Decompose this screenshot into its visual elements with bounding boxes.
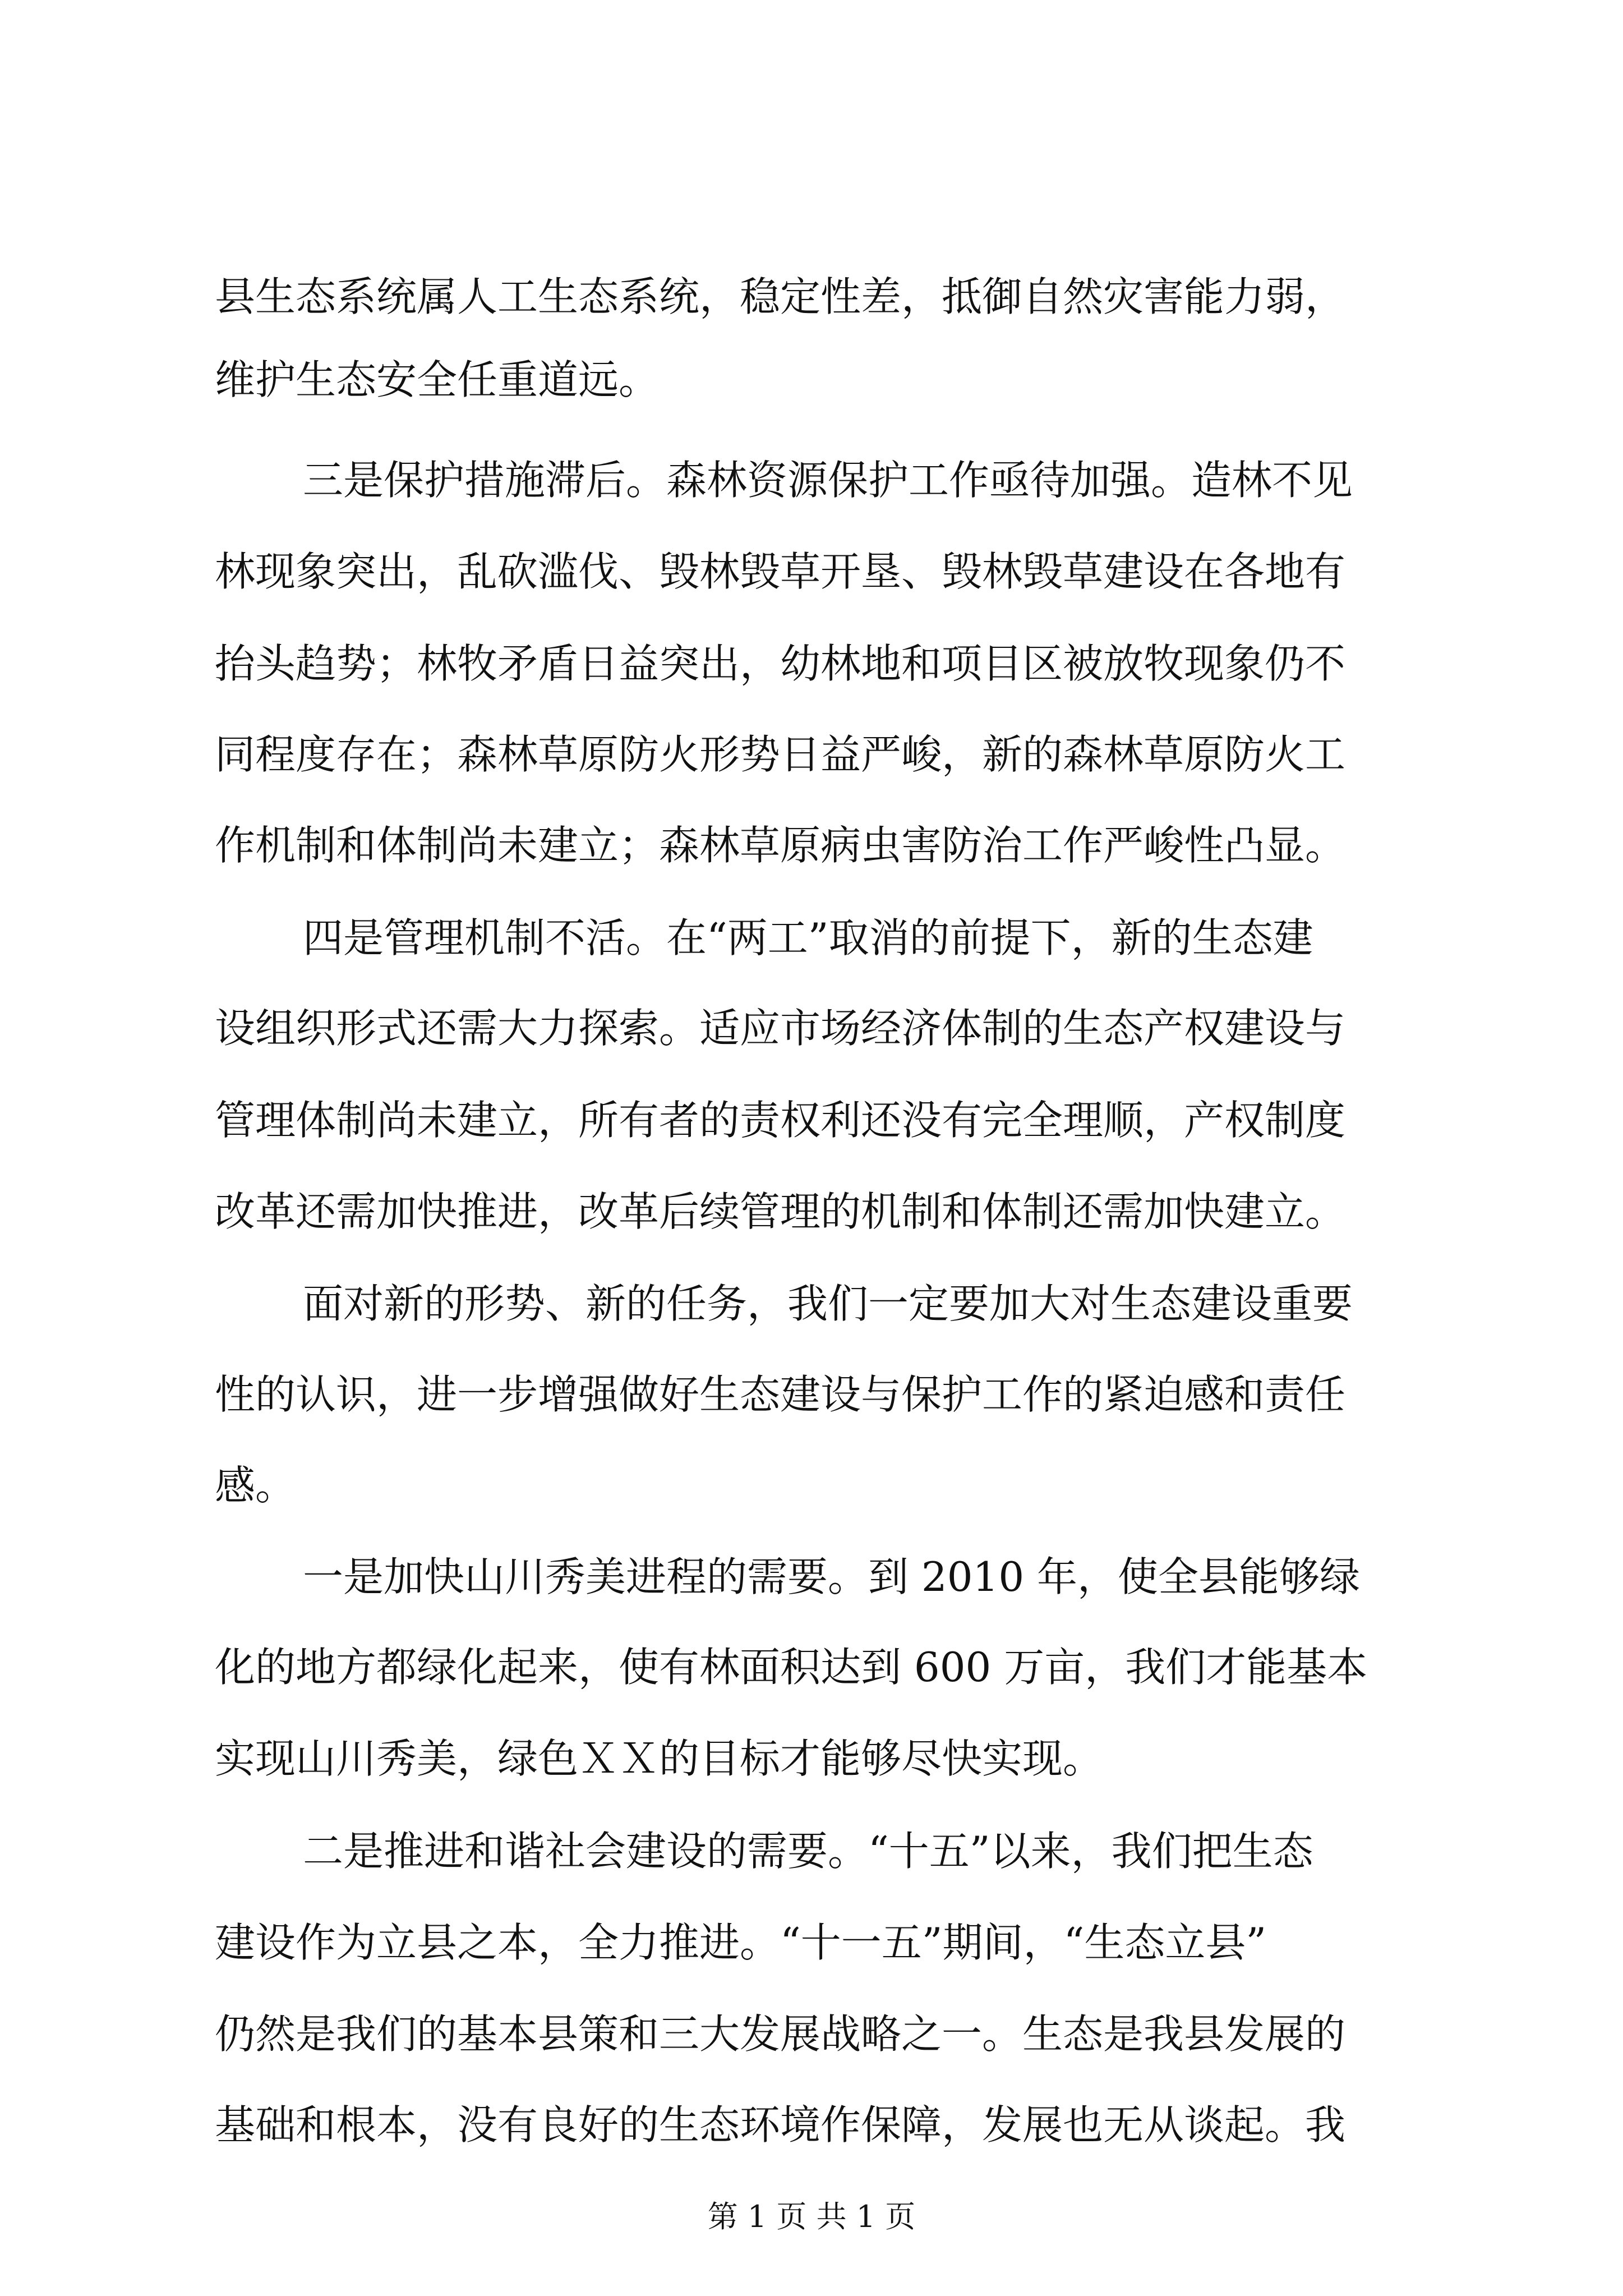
text-line: 实现山川秀美，绿色ＸＸ的目标才能够尽快实现。 xyxy=(215,1735,1104,1782)
text-line: 建设作为立县之本，全力推进。“十一五”期间，“生态立县” xyxy=(215,1919,1267,1966)
text-line: 基础和根本，没有良好的生态环境作保障，发展也无从谈起。我 xyxy=(215,2101,1346,2148)
text-line: 作机制和体制尚未建立；森林草原病虫害防治工作严峻性凸显。 xyxy=(215,822,1346,869)
text-line: 林现象突出，乱砍滥伐、毁林毁草开垦、毁林毁草建设在各地有 xyxy=(215,548,1346,595)
text-line: 化的地方都绿化起来，使有林面积达到 600 万亩，我们才能基本 xyxy=(215,1644,1368,1691)
text-line: 改革还需加快推进，改革后续管理的机制和体制还需加快建立。 xyxy=(215,1188,1346,1235)
text-line: 二是推进和谐社会建设的需要。“十五”以来，我们把生态 xyxy=(303,1828,1313,1875)
text-line: 管理体制尚未建立，所有者的责权利还没有完全理顺，产权制度 xyxy=(215,1097,1346,1144)
text-line: 设组织形式还需大力探索。适应市场经济体制的生态产权建设与 xyxy=(215,1005,1346,1052)
page-number-footer: 第 1 页 共 1 页 xyxy=(707,2199,916,2234)
text-line: 仍然是我们的基本县策和三大发展战略之一。生态是我县发展的 xyxy=(215,2010,1346,2058)
text-line: 县生态系统属人工生态系统，稳定性差，抵御自然灾害能力弱， xyxy=(215,273,1346,320)
text-line: 三是保护措施滞后。森林资源保护工作亟待加强。造林不见 xyxy=(303,457,1353,504)
text-line: 四是管理机制不活。在“两工”取消的前提下，新的生态建 xyxy=(303,914,1313,961)
text-line: 一是加快山川秀美进程的需要。到 2010 年，使全县能够绿 xyxy=(303,1553,1361,1600)
text-line: 面对新的形势、新的任务，我们一定要加大对生态建设重要 xyxy=(303,1280,1353,1327)
text-line: 性的认识，进一步增强做好生态建设与保护工作的紧迫感和责任 xyxy=(215,1371,1346,1418)
text-line: 同程度存在；森林草原防火形势日益严峻，新的森林草原防火工 xyxy=(215,731,1346,778)
text-line: 感。 xyxy=(215,1462,296,1509)
text-line: 维护生态安全任重道远。 xyxy=(215,356,660,403)
text-line: 抬头趋势；林牧矛盾日益突出，幼林地和项目区被放牧现象仍不 xyxy=(215,640,1346,687)
